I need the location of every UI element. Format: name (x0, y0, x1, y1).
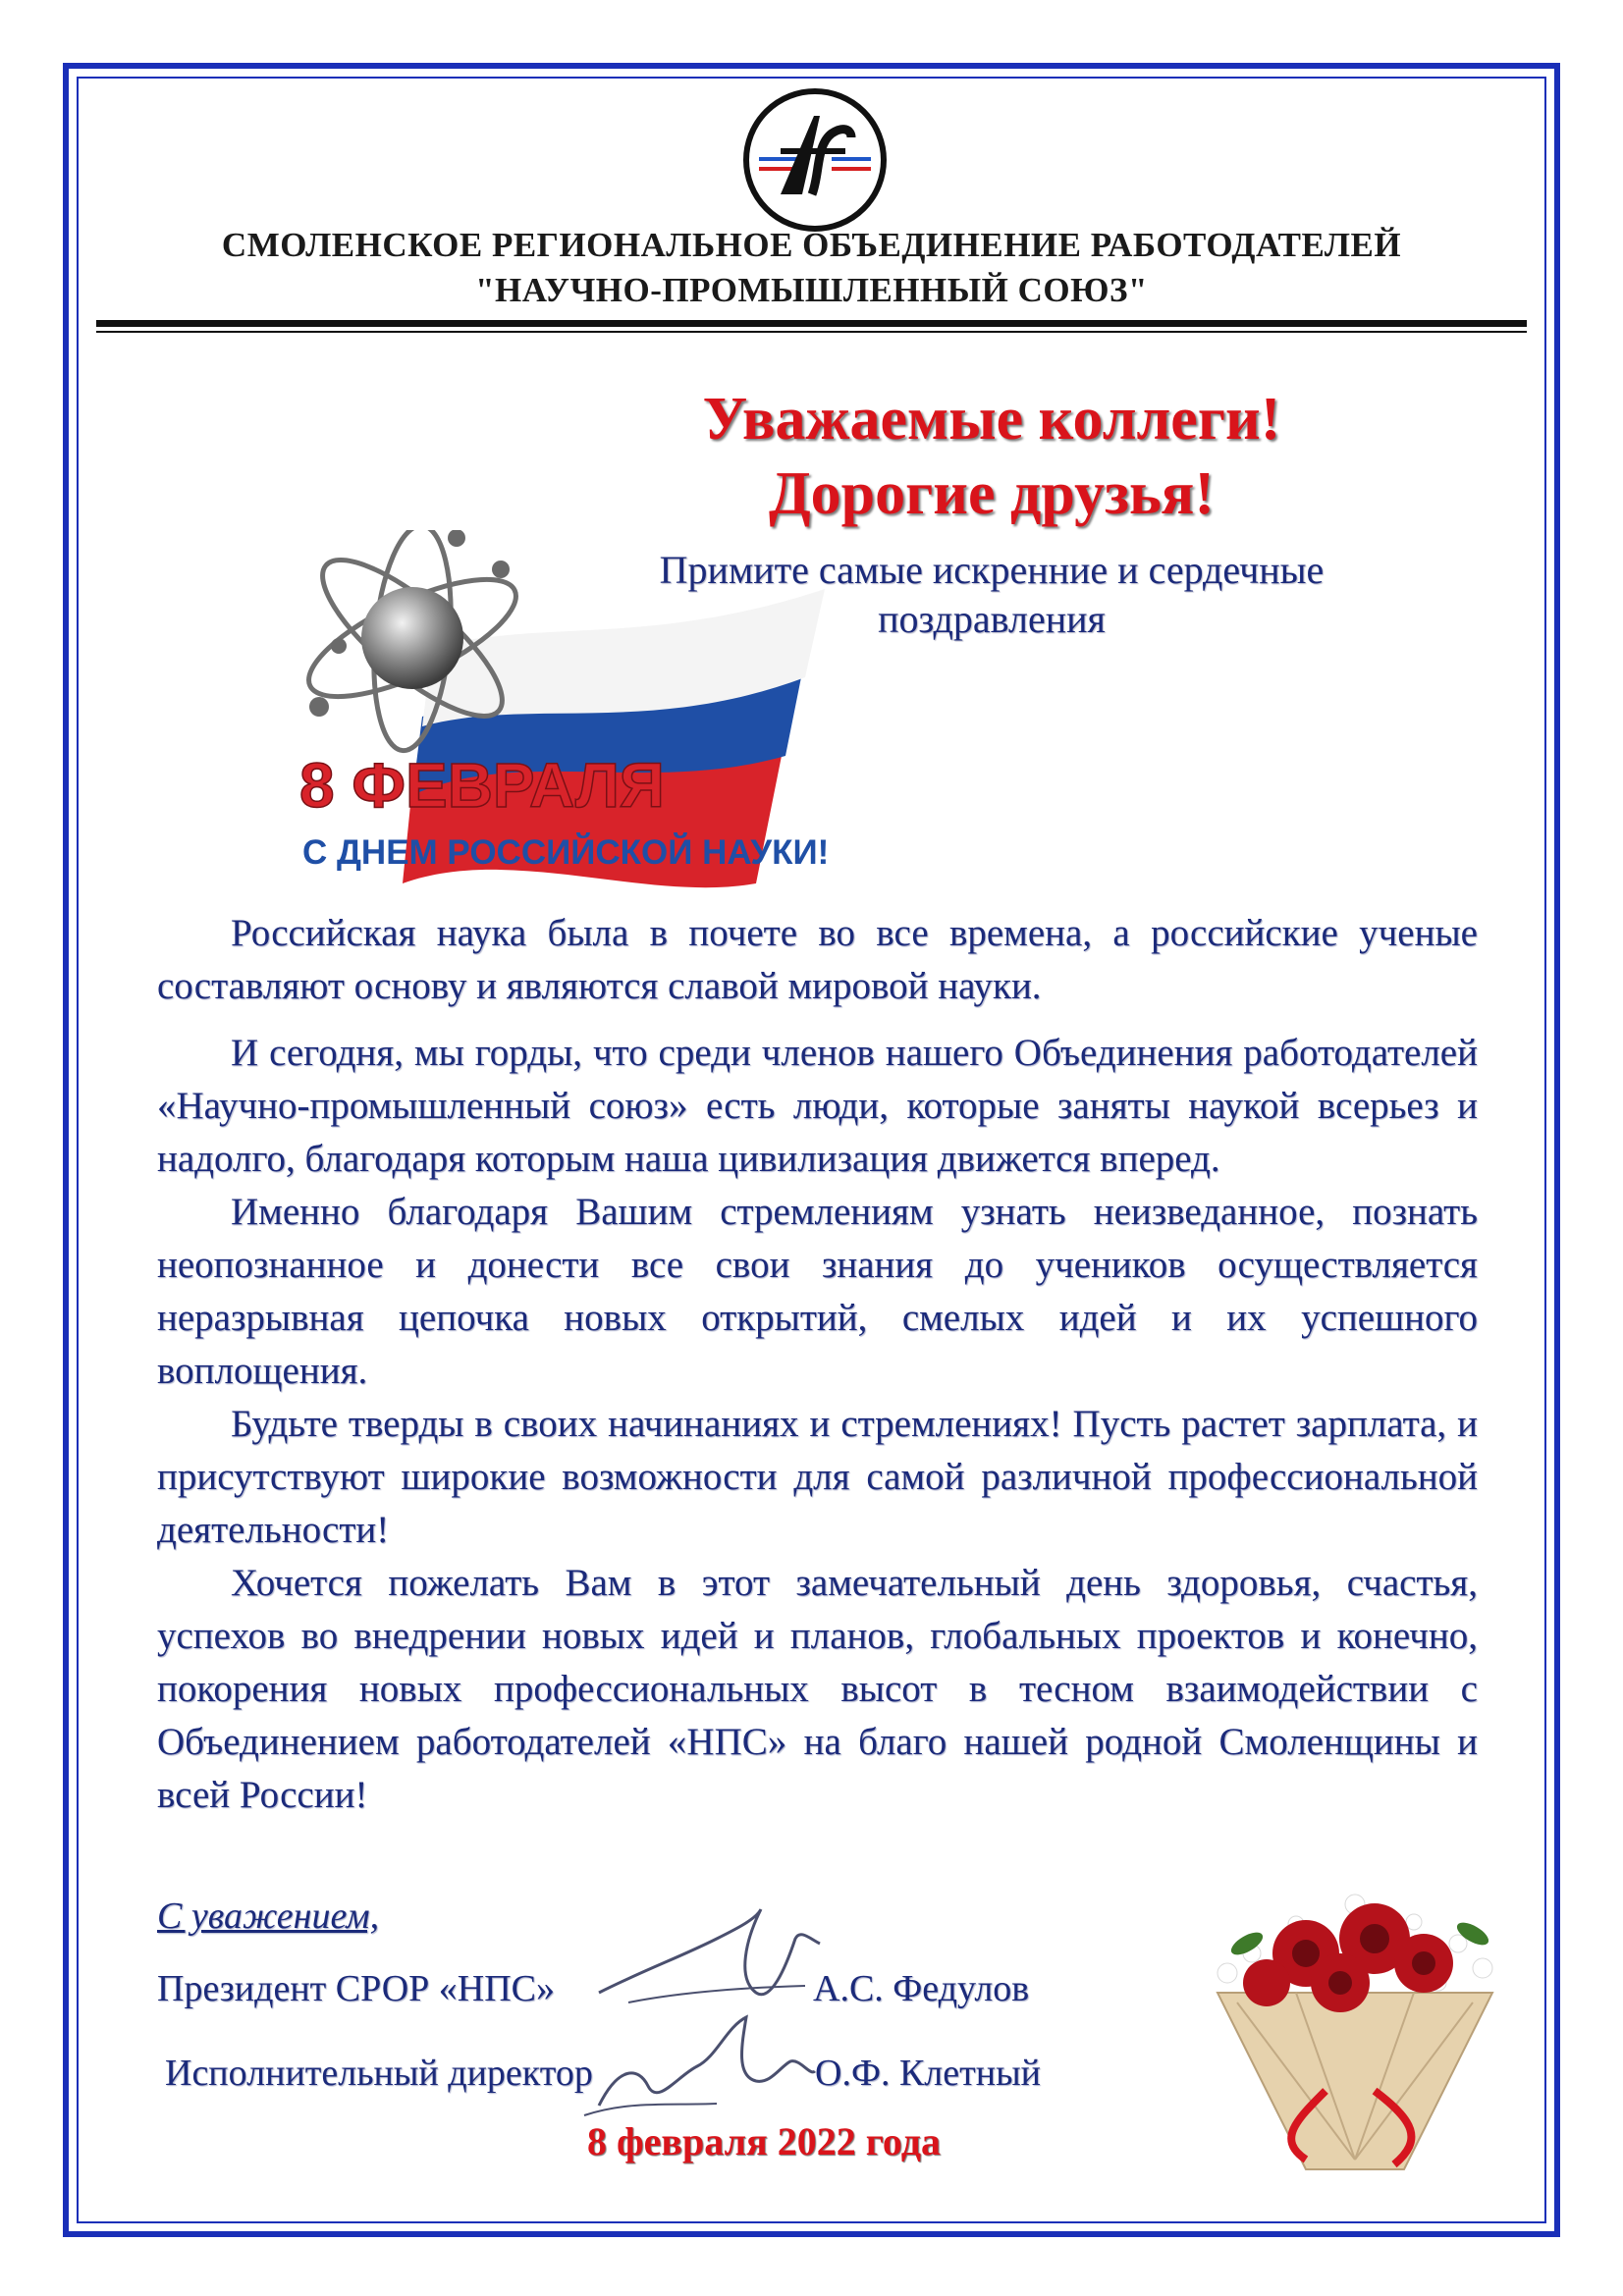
organization-name-line-2: "НАУЧНО-ПРОМЫШЛЕННЫЙ СОЮЗ" (475, 271, 1148, 309)
rose-bouquet-icon (1159, 1845, 1551, 2189)
closing-regards: С уважением, (157, 1896, 380, 1937)
hero-caption-text: С ДНЕМ РОССИЙСКОЙ НАУКИ! (302, 833, 830, 872)
greeting-intro-line-1: Примите самые искренние и сердечные (659, 548, 1325, 592)
body-paragraph-4: Будьте тверды в своих начинаниях и стремлениях! Пусть растет зарплата, и присутствуют широкие возможности для самой различной профессиональной деятельности! (157, 1403, 1478, 1551)
greeting-heading-1: Уважаемые коллеги! (702, 386, 1281, 453)
signer-1-position: Президент СРОР «НПС» (157, 1968, 556, 2009)
organization-logo-icon (741, 86, 889, 234)
letter-date: 8 февраля 2022 года (587, 2119, 941, 2163)
body-paragraph-2: И сегодня, мы горды, что среди членов нашего Объединения работодателей «Научно-промышленный союз» есть люди, которые заняты наукой всерьез и надолго, благодаря которым наша цивилизация движется вперед. (157, 1032, 1478, 1180)
body-paragraph-5: Хочется пожелать Вам в этот замечательный день здоровья, счастья, успехов во внедрении новых идей и планов, глобальных проектов и конечно, покорения новых профессиональных высот в тесном взаимодействии с Объединением работодателей «НПС» на благо нашей родной Смоленщины и всей России! (157, 1562, 1478, 1816)
header-divider (96, 320, 1527, 327)
greeting-heading-2: Дорогие друзья! (769, 460, 1215, 527)
signer-2-name: О.Ф. Клетный (815, 2053, 1041, 2094)
signature-2-icon (579, 2007, 825, 2135)
letter-body (157, 907, 1478, 1822)
body-paragraph-3: Именно благодаря Вашим стремлениям узнать неизведанное, познать неопознанное и донести все свои знания до учеников осуществляется неразрывная цепочка новых открытий, смелых идей и их успешного воплощения. (157, 1191, 1478, 1392)
greeting-intro-line-2: поздравления (878, 597, 1106, 641)
signer-1-name: А.С. Федулов (813, 1968, 1030, 2009)
organization-name-line-1: СМОЛЕНСКОЕ РЕГИОНАЛЬНОЕ ОБЪЕДИНЕНИЕ РАБОТОДАТЕЛЕЙ (221, 226, 1402, 264)
signer-2-position: Исполнительный директор (165, 2053, 593, 2094)
hero-date-text: 8 ФЕВРАЛЯ (299, 750, 665, 821)
header-divider-thin (96, 331, 1527, 333)
body-paragraph-1: Российская наука была в почете во все времена, а российские ученые составляют основу и являются славой мировой науки. (157, 912, 1478, 1007)
